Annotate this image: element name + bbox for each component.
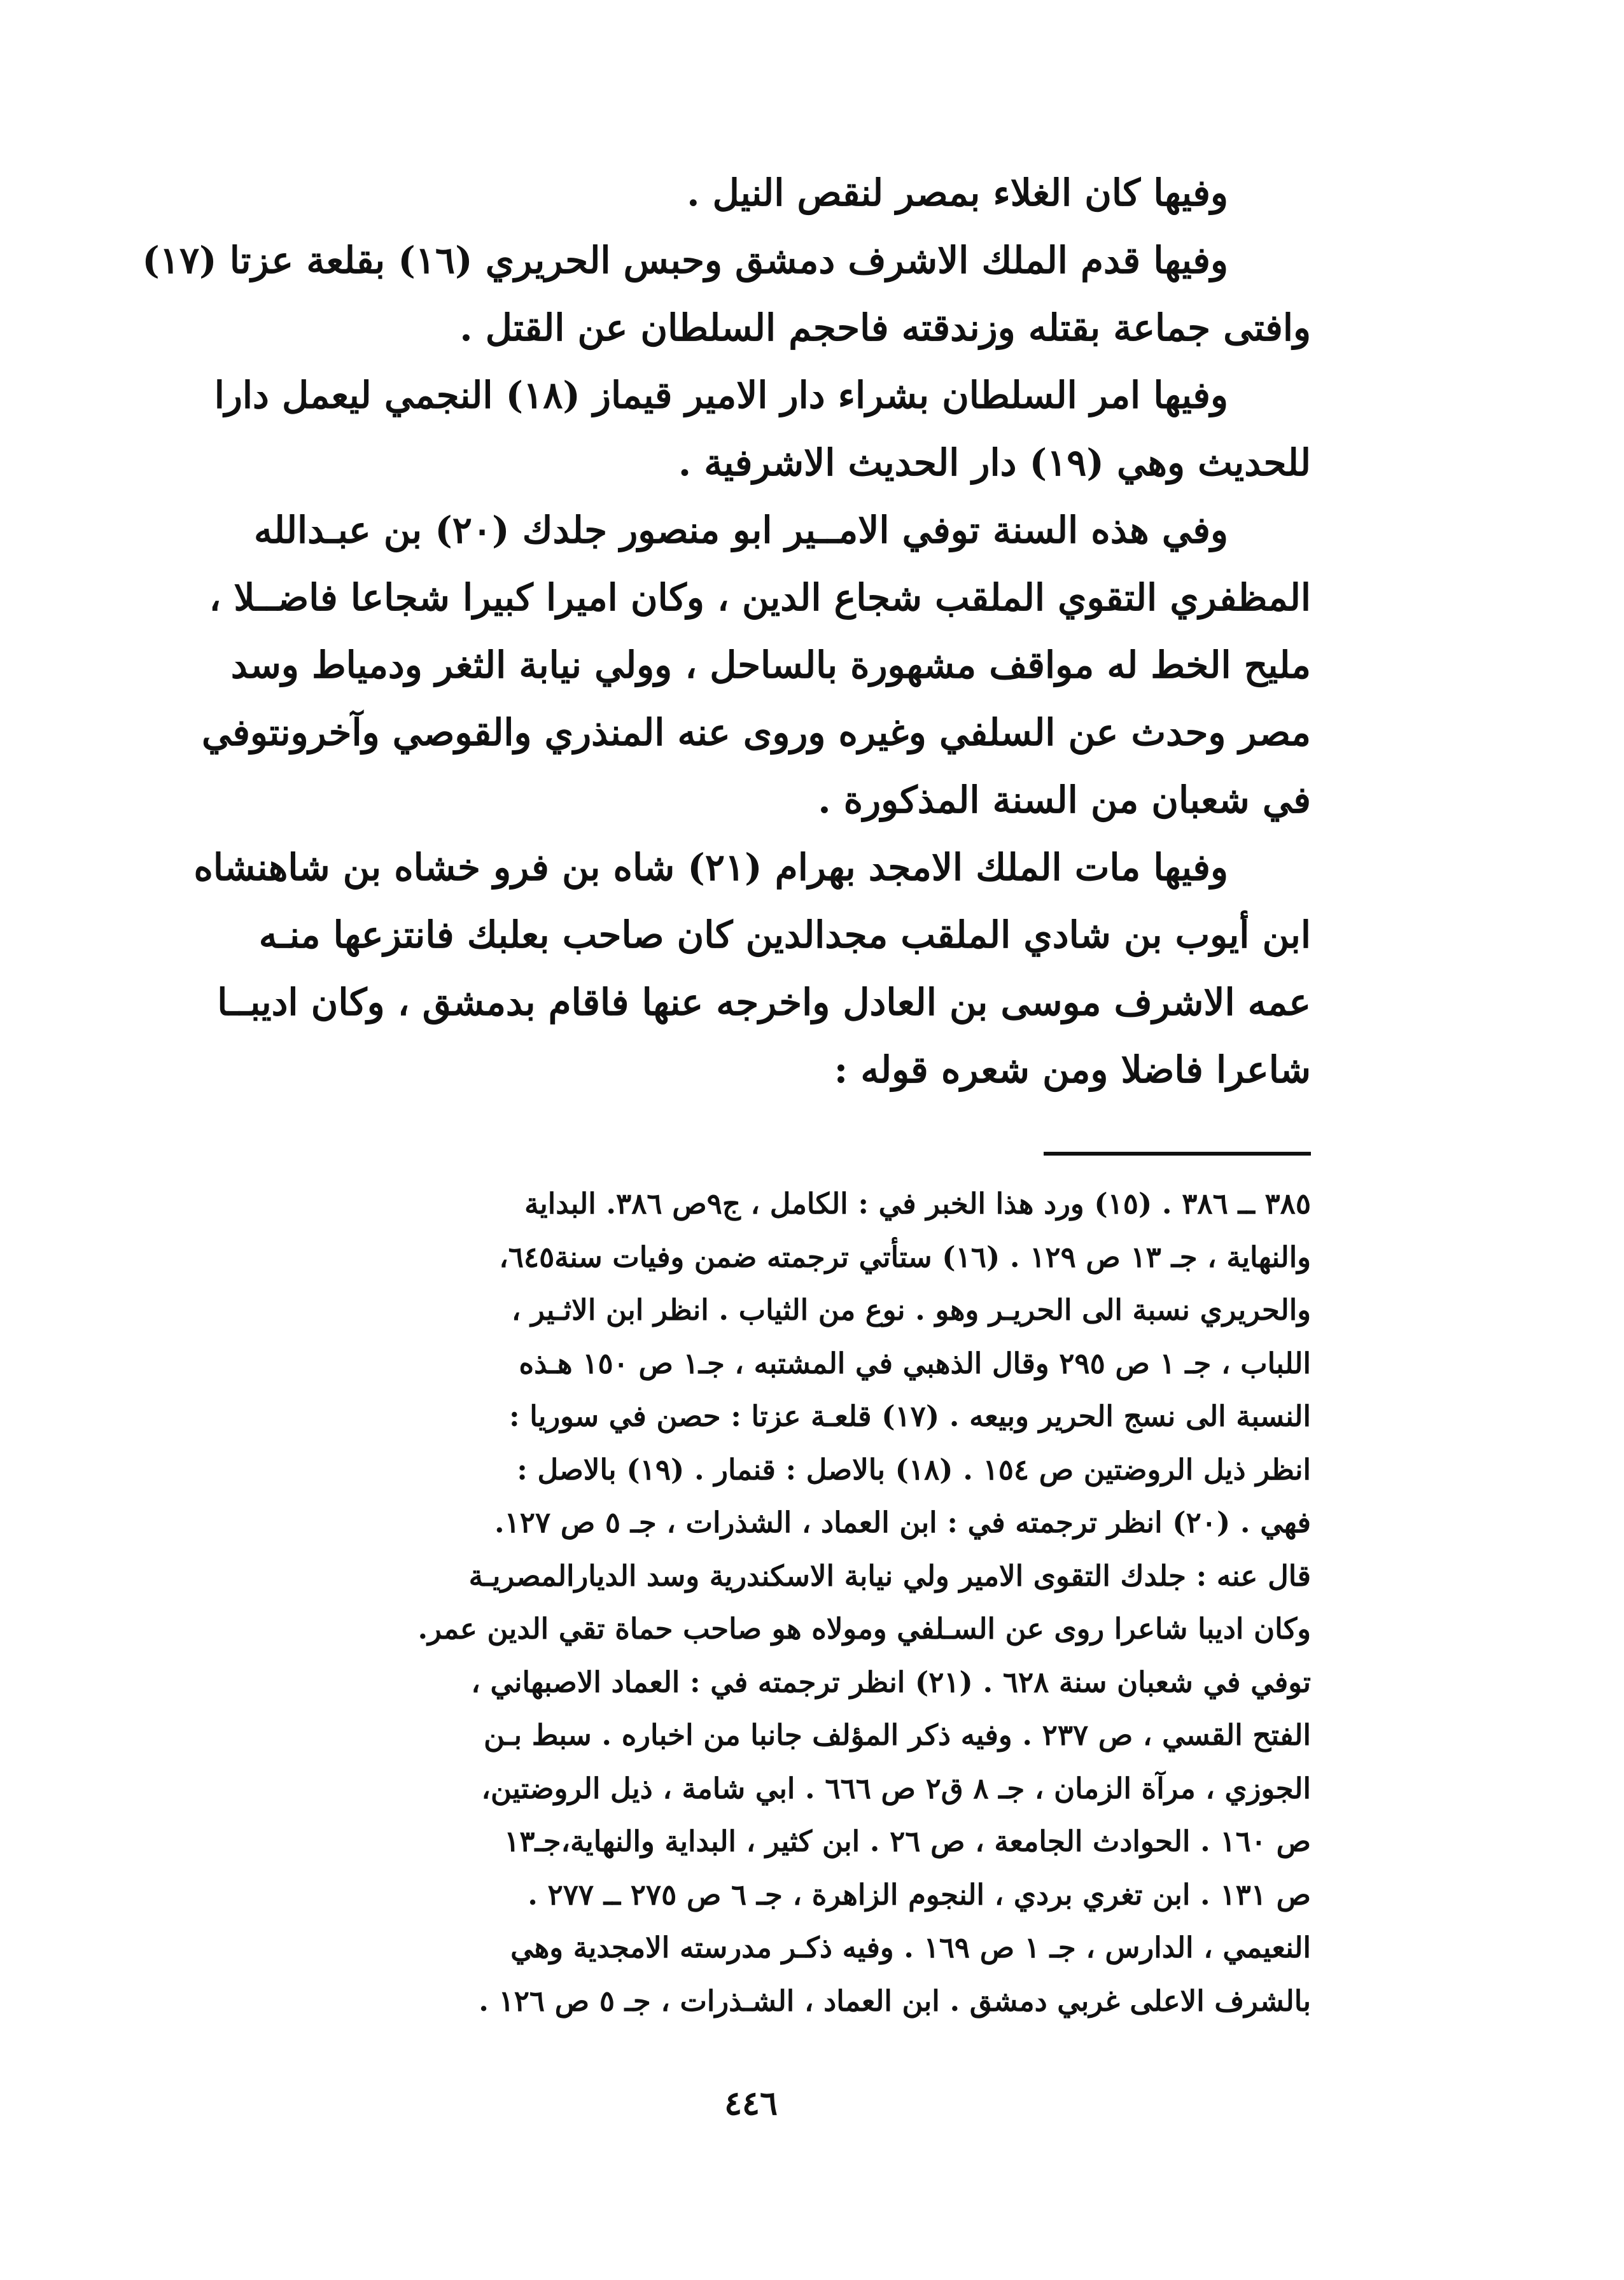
paragraph-bahram xyxy=(159,834,1311,1103)
body-line: وافتى جماعة بقتله وزندقته فاحجم السلطان عن القتل . xyxy=(459,306,1311,349)
body-line: وفيها قدم الملك الاشرف دمشق وحبس الحريري (١٦) بقلعة عزتا (١٧) xyxy=(142,239,1228,282)
body-line: وفيها امر السلطان بشراء دار الامير قيماز (١٨) النجمي ليعمل دارا xyxy=(214,374,1228,417)
page-number: ٤٤٦ xyxy=(724,2084,778,2123)
body-line: وفيها مات الملك الامجد بهرام (٢١) شاه بن فرو خشاه بن شاهنشاه xyxy=(193,846,1228,889)
paragraph-qaymaz xyxy=(159,361,1311,496)
body-line: شاعرا فاضلا ومن شعره قوله : xyxy=(834,1048,1311,1091)
body-line: وفي هذه السنة توفي الامــير ابو منصور جلدك (٢٠) بن عبـدالله xyxy=(254,508,1228,552)
footnote-line: ص ١٣١ . ابن تغري بردي ، النجوم الزاهرة ، جـ ٦ ص ٢٧٥ ــ ٢٧٧ . xyxy=(528,1877,1311,1912)
footnote-line: والحريري نسبة الى الحريـر وهو . نوع من الثياب . انظر ابن الاثـير ، xyxy=(511,1293,1311,1327)
body-line: ابن أيوب بن شادي الملقب مجدالدين كان صاحب بعلبك فانتزعها منـه xyxy=(258,913,1311,956)
footnote-line: فهي . (٢٠) انظر ترجمته في : ابن العماد ، الشذرات ، جـ ٥ ص ١٢٧. xyxy=(494,1506,1311,1539)
footnotes xyxy=(159,1177,1311,2027)
footnote-line: الفتح القسي ، ص ٢٣٧ . وفيه ذكر المؤلف جانبا من اخباره . سبط بـن xyxy=(484,1718,1311,1752)
body-line: عمه الاشرف موسى بن العادل واخرجه عنها فاقام بدمشق ، وكان اديبــا xyxy=(217,981,1311,1024)
paragraph-jaldak xyxy=(159,496,1311,834)
footnote-line: الجوزي ، مرآة الزمان ، جـ ٨ ق٢ ص ٦٦٦ . ابي شامة ، ذيل الروضتين، xyxy=(481,1771,1311,1805)
footnote-line: ٣٨٥ ــ ٣٨٦ . (١٥) ورد هذا الخبر في : الكامل ، ج٩ص ٣٨٦. البداية xyxy=(524,1187,1311,1220)
footnote-line: قال عنه : جلدك التقوى الامير ولي نيابة الاسكندرية وسد الديارالمصريـة xyxy=(468,1558,1311,1593)
body-line: مصر وحدث عن السلفي وغيره وروى عنه المنذري والقوصي وآخرونتوفي xyxy=(201,711,1311,754)
body-line: مليح الخط له مواقف مشهورة بالساحل ، وولي نيابة الثغر ودمياط وسد xyxy=(230,643,1311,687)
footnote-divider xyxy=(1044,1152,1311,1156)
footnote-line: توفي في شعبان سنة ٦٢٨ . (٢١) انظر ترجمته في : العماد الاصبهاني ، xyxy=(471,1665,1311,1699)
footnote-line: اللباب ، جـ ١ ص ٢٩٥ وقال الذهبي في المشتبه ، جـ١ ص ١٥٠ هـذه xyxy=(519,1346,1311,1380)
main-text xyxy=(142,159,1311,1103)
paragraph-nile xyxy=(159,159,1311,227)
paragraph-hariri xyxy=(142,227,1311,361)
footnote-line: بالشرف الاعلى غربي دمشق . ابن العماد ، الشـذرات ، جـ ٥ ص ١٢٦ . xyxy=(479,1983,1311,2018)
body-line: في شعبان من السنة المذكورة . xyxy=(818,778,1311,822)
footnote-line: وكان اديبا شاعرا روى عن السـلفي ومولاه هو صاحب حماة تقي الدين عمر. xyxy=(417,1612,1311,1646)
footnote-line: انظر ذيل الروضتين ص ١٥٤ . (١٨) بالاصل : قنمار . (١٩) بالاصل : xyxy=(517,1452,1311,1486)
body-line: المظفري التقوي الملقب شجاع الدين ، وكان اميرا كبيرا شجاعا فاضــلا ، xyxy=(209,576,1311,619)
footnote-line: ص ١٦٠ . الحوادث الجامعة ، ص ٢٦ . ابن كثير ، البداية والنهاية،جـ١٣ xyxy=(504,1824,1311,1858)
footnote-line: والنهاية ، جـ ١٣ ص ١٢٩ . (١٦) ستأتي ترجمته ضمن وفيات سنة٦٤٥، xyxy=(499,1240,1311,1274)
footnote-line: النسبة الى نسج الحرير وبيعه . (١٧) قلعـة عزتا : حصن في سوريا : xyxy=(508,1399,1311,1433)
body-line: للحديث وهي (١٩) دار الحديث الاشرفية . xyxy=(678,441,1311,484)
body-line: وفيها كان الغلاء بمصر لنقص النيل . xyxy=(687,171,1228,214)
footnote-line: النعيمي ، الدارس ، جـ ١ ص ١٦٩ . وفيه ذكـر مدرسته الامجدية وهي xyxy=(510,1931,1311,1964)
